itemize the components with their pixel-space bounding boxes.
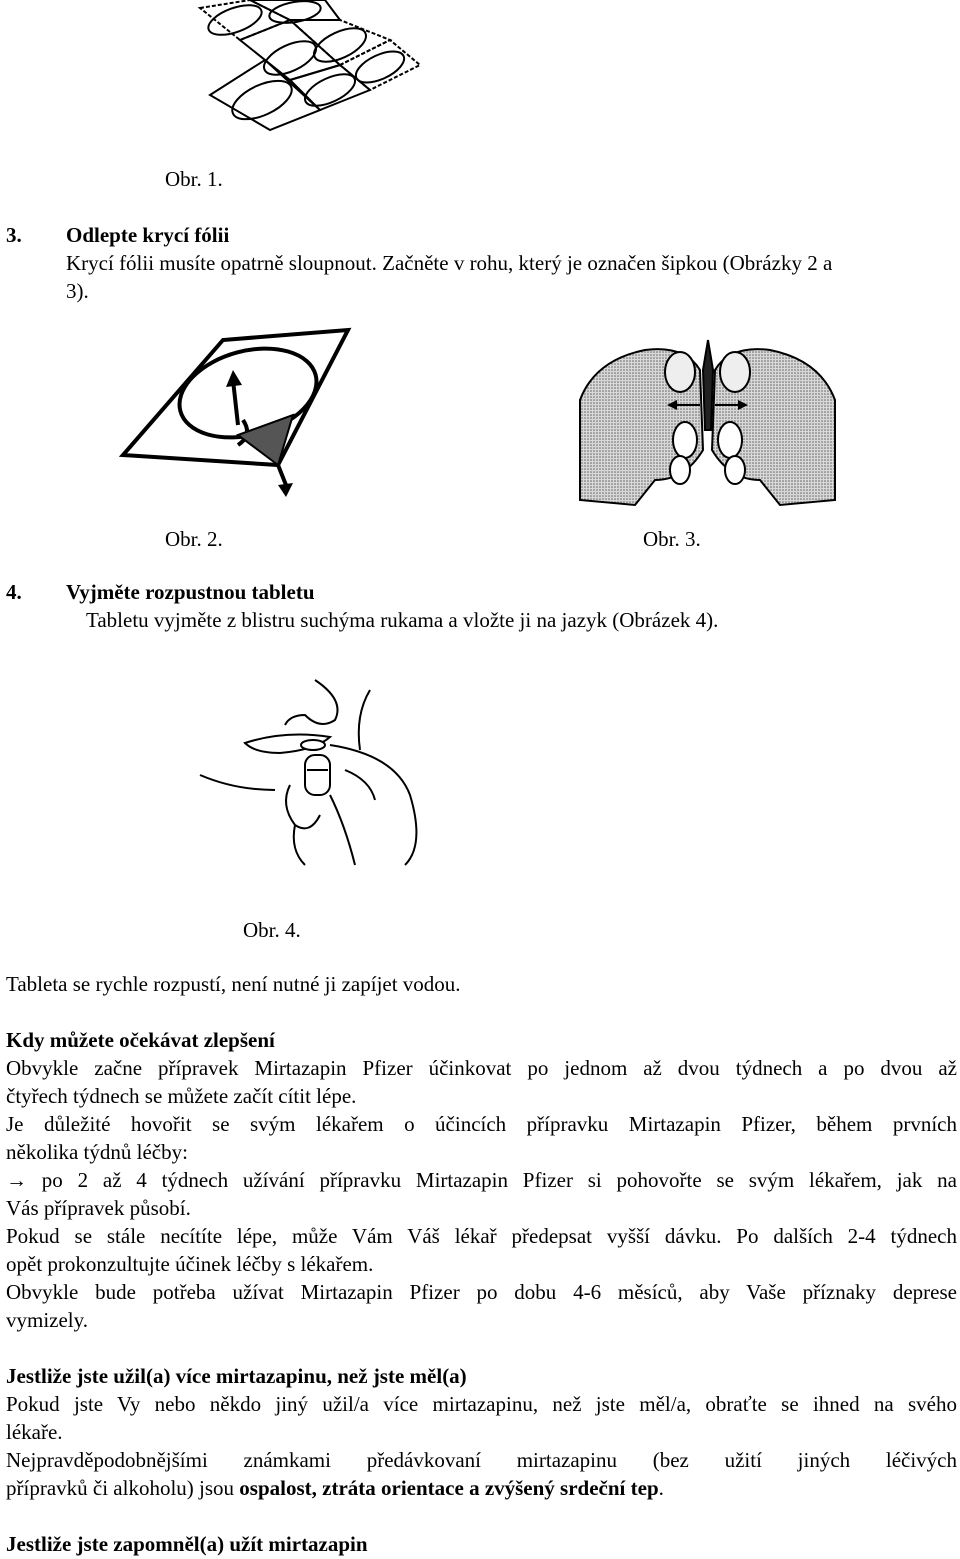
blister-strip-figure — [190, 0, 420, 140]
improvement-paragraph-5-end: vymizely. — [6, 1308, 89, 1332]
overdose-heading: Jestliže jste užil(a) více mirtazapinu, než jste měl(a) — [6, 1364, 467, 1388]
overdose-symptoms: ospalost, ztráta orientace a zvýšený srdeční tep — [239, 1476, 659, 1500]
overdose-text: přípravků či alkoholu) jsou — [6, 1476, 240, 1500]
improvement-paragraph-5: Obvykle bude potřeba užívat Mirtazapin Pfizer po dobu 4-6 měsíců, aby Vaše příznaky deprese — [6, 1280, 957, 1304]
step-4-title: Vyjměte rozpustnou tabletu — [66, 580, 315, 604]
figure-2-caption: Obr. 2. — [165, 527, 223, 551]
improvement-paragraph-2-end: několika týdnů léčby: — [6, 1140, 188, 1164]
step-4-text: Tabletu vyjměte z blistru suchýma rukama a vložte ji na jazyk (Obrázek 4). — [86, 608, 719, 632]
step-3-text-continued: 3). — [66, 279, 89, 303]
peel-foil-figure — [118, 325, 368, 500]
improvement-paragraph-1-end: čtyřech týdnech se můžete začít cítit lépe. — [6, 1084, 357, 1108]
improvement-paragraph-4-end: opět prokonzultujte účinek léčby s lékařem. — [6, 1252, 374, 1276]
overdose-paragraph-1: Pokud jste Vy nebo někdo jiný užil/a více mirtazapinu, než jste měl/a, obraťte se ihned na svého — [6, 1392, 957, 1416]
overdose-paragraph-2-end — [6, 1474, 664, 1502]
overdose-period: . — [658, 1476, 664, 1500]
improvement-paragraph-3: → po 2 až 4 týdnech užívání přípravku Mirtazapin Pfizer si pohovořte se svým lékařem, jak na — [6, 1168, 957, 1192]
step-4-number: 4. — [6, 580, 22, 604]
improvement-heading: Kdy můžete očekávat zlepšení — [6, 1028, 275, 1052]
improvement-paragraph-4: Pokud se stále necítíte lépe, může Vám Váš lékař předepsat vyšší dávku. Po dalších 2-4 týdnech — [6, 1224, 957, 1248]
dissolve-note: Tableta se rychle rozpustí, není nutné ji zapíjet vodou. — [6, 972, 461, 996]
figure-3-caption: Obr. 3. — [643, 527, 701, 551]
figure-1-caption: Obr. 1. — [165, 167, 223, 191]
forgot-heading: Jestliže jste zapomněl(a) užít mirtazapin — [6, 1532, 368, 1556]
overdose-paragraph-2: Nejpravděpodobnějšími známkami předávkovaní mirtazapinu (bez užití jiných léčivých — [6, 1448, 957, 1472]
figure-4-caption: Obr. 4. — [243, 918, 301, 942]
improvement-paragraph-2: Je důležité hovořit se svým lékařem o účincích přípravku Mirtazapin Pfizer, během prvních — [6, 1112, 957, 1136]
improvement-paragraph-3-end: Vás přípravek působí. — [6, 1196, 191, 1220]
overdose-paragraph-1-end: lékaře. — [6, 1420, 63, 1444]
step-3-number: 3. — [6, 223, 22, 247]
hands-opening-figure — [575, 330, 840, 510]
improvement-paragraph-1: Obvykle začne přípravek Mirtazapin Pfizer účinkovat po jednom až dvou týdnech a po dvou až — [6, 1056, 957, 1080]
step-3-text: Krycí fólii musíte opatrně sloupnout. Začněte v rohu, který je označen šipkou (Obrázky 2 a — [66, 251, 833, 275]
tablet-on-tongue-figure — [195, 675, 445, 870]
step-3-title: Odlepte krycí fólii — [66, 223, 230, 247]
